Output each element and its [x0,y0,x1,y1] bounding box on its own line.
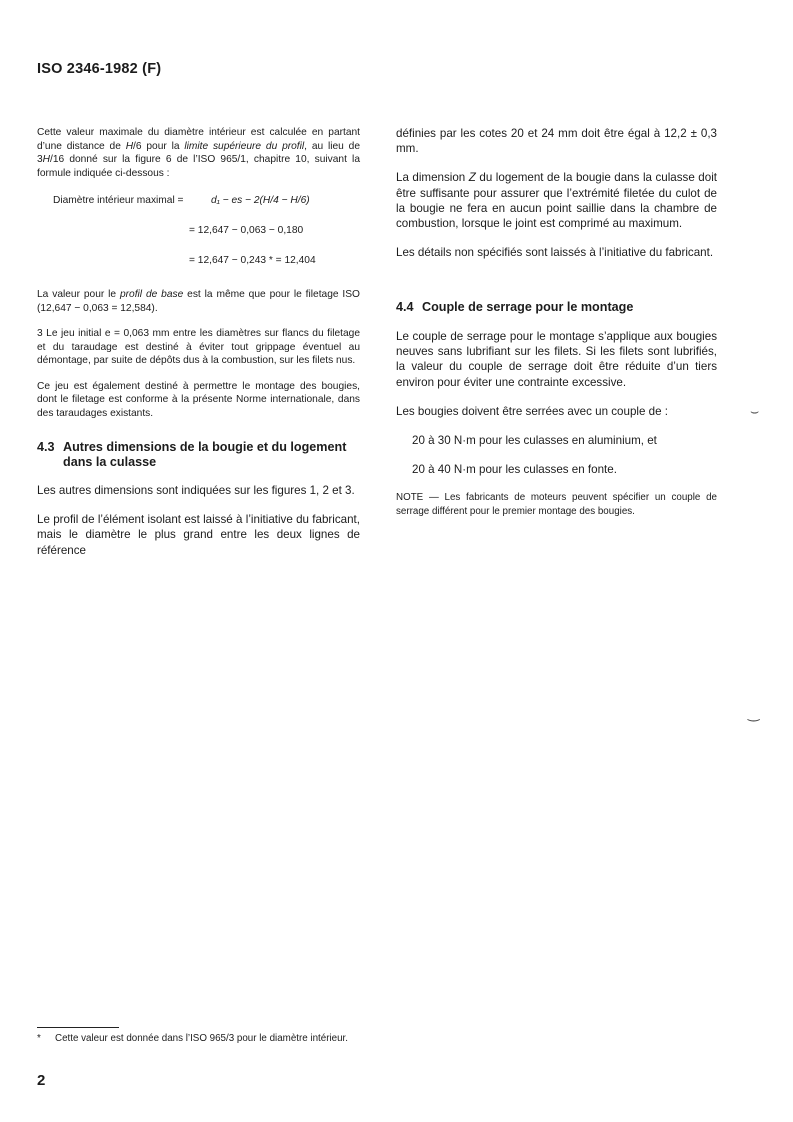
section-number: 4.4 [396,300,414,315]
document-header: ISO 2346-1982 (F) [37,61,162,77]
margin-mark: ‿ [748,705,760,721]
paragraph-max-diameter: Cette valeur maximale du diamètre intérieur est calculée en partant d’une distance de H/6 pour la limite supérieure du profil, au lieu de 3H/16 donné sur la figure 6 de l’ISO 965/1, chapitre 10, suivant la formule indiquée ci-dessous : [37,127,360,179]
section-4-4-heading [396,300,717,315]
paragraph-other-dimensions: Les autres dimensions sont indiquées sur les figures 1, 2 et 3. [37,484,355,497]
formula-line-3: = 12,647 − 0,243 * = 12,404 [189,255,316,266]
paragraph-unspecified-details: Les détails non spécifiés sont laissés à l’initiative du fabricant. [396,246,714,260]
section-title: Couple de serrage pour le montage [422,300,634,315]
margin-mark: ⌣ [750,403,760,419]
left-column [37,126,360,558]
paragraph-torque-intro: Les bougies doivent être serrées avec un couple de : [396,404,668,418]
paragraph-insulator-profile: Le profil de l’élément isolant est laissé à l’initiative du fabricant, mais le diamètre le plus grand entre les deux lignes de référence [37,513,360,557]
footnote-text: Cette valeur est donnée dans l’ISO 965/3 pour le diamètre intérieur. [55,1033,348,1044]
paragraph-clearance-purpose: Ce jeu est également destiné à permettre le montage des bougies, dont le filetage est conforme à la présente Norme internationale, dans des taraudages existants. [37,380,360,419]
note-engine-manufacturers: NOTE — Les fabricants de moteurs peuvent spécifier un couple de serrage différent pour le premier montage des bougies. [396,492,717,517]
note-3-initial-clearance: 3 Le jeu initial e = 0,063 mm entre les diamètres sur flancs du filetage et du taraudage est destiné à éviter tout grippage éventuel au démontage, par suite de dépôts dus à la combustion, sur les filets nus. [37,328,360,366]
right-column [396,126,717,518]
formula-block [37,194,360,284]
torque-item-aluminium: 20 à 30 N·m pour les culasses en aluminium, et [412,433,657,447]
paragraph-torque-lubrication: Le couple de serrage pour le montage s’applique aux bougies neuves sans lubrifiant sur les filets. Si les filets sont lubrifiés, la valeur du couple de serrage doit être réduite d’un tiers environ pour éviter une contrainte excessive. [396,329,717,389]
page-number: 2 [37,1072,46,1089]
paragraph-diameter-value: définies par les cotes 20 et 24 mm doit être égal à 12,2 ± 0,3 mm. [396,127,717,156]
section-4-3-heading [37,440,360,469]
paragraph-base-profile: La valeur pour le profil de base est la même que pour le filetage ISO (12,647 − 0,063 = 12,584). [37,289,360,314]
formula-line-2: = 12,647 − 0,063 − 0,180 [189,225,304,236]
section-number: 4.3 [37,440,55,454]
footnote-mark: * [37,1033,41,1044]
formula-label: Diamètre intérieur maximal = [53,195,184,206]
torque-item-cast-iron: 20 à 40 N·m pour les culasses en fonte. [412,463,617,477]
section-title: Autres dimensions de la bougie et du logement dans la culasse [63,440,347,469]
footnote-rule [37,1027,119,1028]
formula-line-1: d₁ − es − 2(H/4 − H/6) [211,195,310,206]
paragraph-dimension-z: La dimension Z du logement de la bougie dans la culasse doit être suffisante pour assurer que l’extrémité filetée du culot de la bougie ne fera en aucun point saillie dans la chambre de combustion, lorsque le joint est comprimé au maximum. [396,171,718,231]
footnote [37,1033,348,1044]
